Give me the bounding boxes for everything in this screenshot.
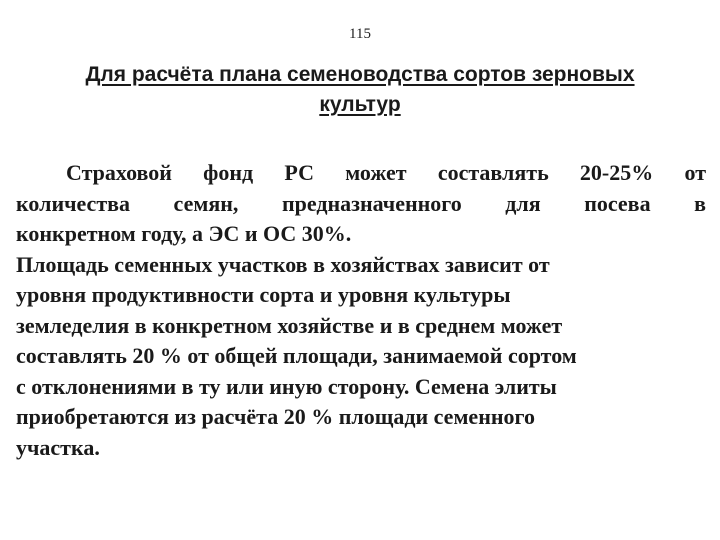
paragraph-2-line-6: приобретаются из расчёта 20 % площади семенного (16, 404, 535, 429)
paragraph-2-line-1: Площадь семенных участков в хозяйствах зависит от (16, 251, 550, 277)
paragraph-1-line-2: количества семян, предназначенного для посева в (16, 190, 706, 216)
body-text (16, 158, 706, 463)
paragraph-2-line-7: участка. (16, 434, 100, 460)
paragraph-2-line-3: земледелия в конкретном хозяйстве и в среднем может (16, 312, 563, 338)
paragraph-2-line-2: уровня продуктивности сорта и уровня культуры (16, 282, 511, 307)
paragraph-1-line-1: Страховой фонд РС может составлять 20-25% от (66, 160, 706, 185)
paragraph-2-line-5: с отклонениями в ту или иную сторону. Семена элиты (16, 373, 557, 399)
title-line-2: культур (319, 93, 401, 116)
page-number: 115 (349, 26, 371, 42)
title-line-1: Для расчёта плана семеноводства сортов зерновых (85, 63, 635, 86)
paragraph-2-line-4: составлять 20 % от общей площади, занимаемой сортом (16, 343, 577, 368)
paragraph-1-line-3: конкретном году, а ЭС и ОС 30%. (16, 221, 352, 246)
page-title (30, 60, 690, 120)
